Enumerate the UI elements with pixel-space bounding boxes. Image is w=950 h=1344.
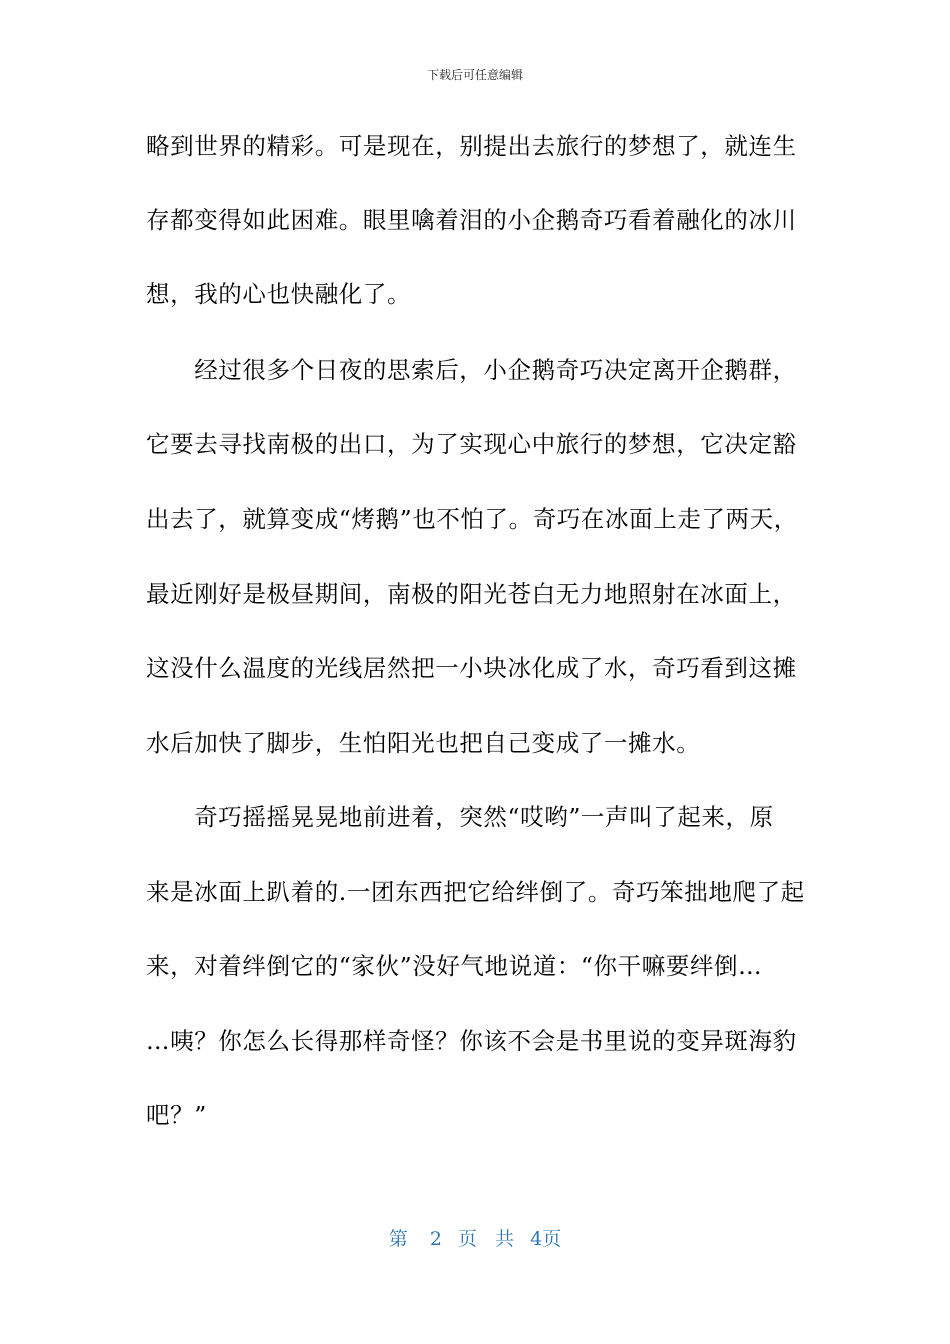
footer-page-number: 2	[429, 1228, 442, 1250]
text-line: 最近刚好是极昼期间，南极的阳光苍白无力地照射在冰面上，	[146, 580, 797, 608]
footer-total-prefix: 共	[495, 1228, 515, 1250]
text-line: 它要去寻找南极的出口，为了实现心中旅行的梦想，它决定豁	[146, 430, 797, 458]
text-line: …咦？你怎么长得那样奇怪？你该不会是书里说的变异斑海豹	[146, 1027, 797, 1055]
text-line: 略到世界的精彩。可是现在，别提出去旅行的梦想了，就连生	[146, 132, 797, 160]
footer-page-unit: 页	[457, 1228, 477, 1250]
text-line: 吧？”	[146, 1101, 207, 1129]
paragraph-start-line: 经过很多个日夜的思索后，小企鹅奇巧决定离开企鹅群，	[146, 356, 797, 384]
text-line: 存都变得如此困难。眼里噙着泪的小企鹅奇巧看着融化的冰川	[146, 206, 797, 234]
page-header: 下载后可任意编辑	[426, 68, 523, 82]
text-line: 来是冰面上趴着的.一团东西把它给绊倒了。奇巧笨拙地爬了起	[146, 878, 805, 906]
text-line: 这没什么温度的光线居然把一小块冰化成了水，奇巧看到这摊	[146, 654, 797, 682]
page-footer	[0, 1227, 950, 1251]
footer-prefix: 第	[388, 1228, 408, 1250]
text-line: 想，我的心也快融化了。	[146, 280, 412, 308]
text-line: 出去了，就算变成“烤鹅”也不怕了。奇巧在冰面上走了两天，	[146, 505, 798, 533]
footer-total-pages: 4页	[530, 1228, 562, 1250]
text-line: 水后加快了脚步，生怕阳光也把自己变成了一摊水。	[146, 729, 701, 757]
text-line: 来，对着绊倒它的“家伙”没好气地说道：“你干嘛要绊倒…	[146, 952, 763, 980]
paragraph-start-line: 奇巧摇摇晃晃地前进着，突然“哎哟”一声叫了起来，原	[146, 803, 774, 831]
